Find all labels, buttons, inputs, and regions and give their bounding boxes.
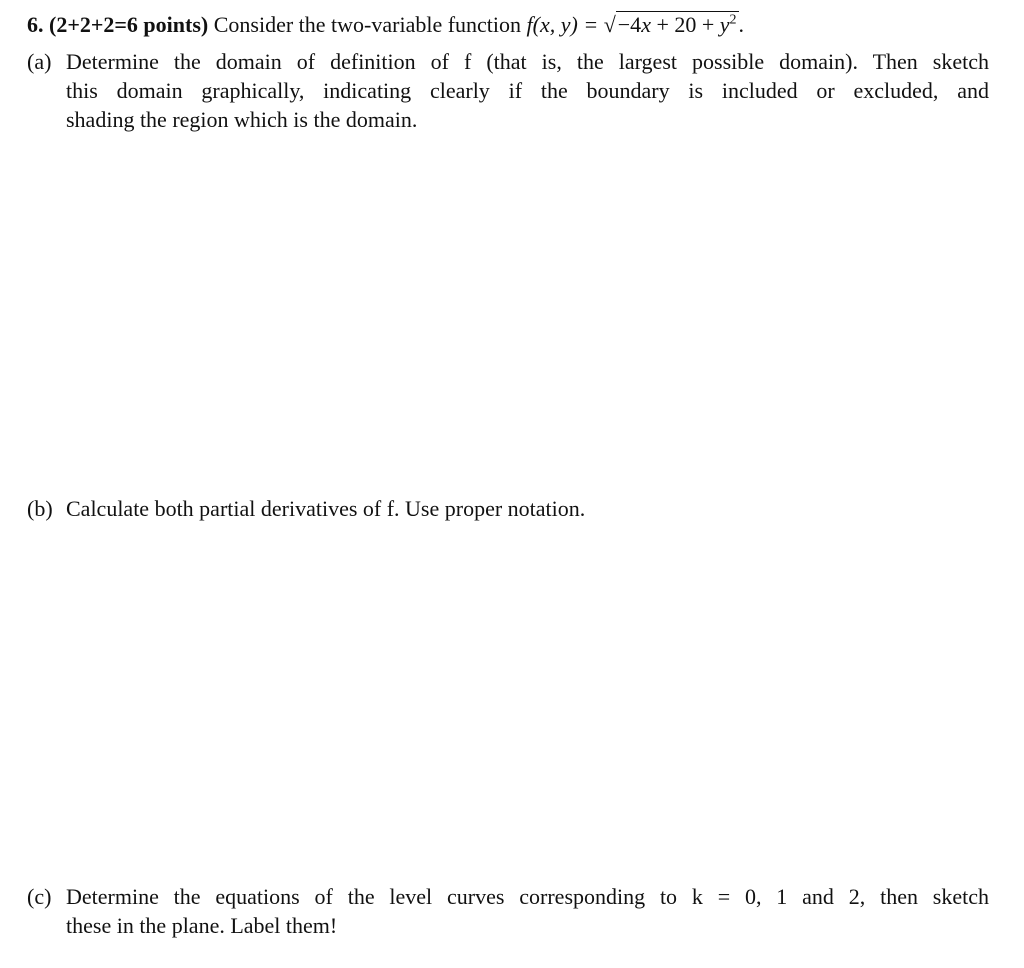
radicand-exponent: 2 <box>729 12 737 28</box>
radicand <box>616 11 739 37</box>
part-b-label: (b) <box>27 496 53 521</box>
problem-heading <box>27 10 744 39</box>
part-b-text <box>66 494 989 523</box>
radicand-constant: + 20 + <box>650 12 720 37</box>
part-a <box>27 47 989 137</box>
part-c-line-2: these in the plane. Label them! <box>66 913 338 938</box>
part-b <box>27 494 989 524</box>
part-a-label: (a) <box>27 49 52 74</box>
part-b-line-1: Calculate both partial derivatives of f. Use proper notation. <box>66 496 586 521</box>
square-root-expression <box>604 10 739 39</box>
part-c-label: (c) <box>27 884 52 909</box>
radicand-coefficient: −4 <box>617 12 642 37</box>
part-c-line-1: Determine the equations of the level curves corresponding to k = 0, 1 and 2, then sketch <box>66 884 989 909</box>
problem-intro: Consider the two-variable function <box>213 12 522 37</box>
sentence-end: . <box>738 12 745 37</box>
part-a-line-3: shading the region which is the domain. <box>66 107 418 132</box>
radicand-x: x <box>641 12 651 37</box>
part-c <box>27 882 989 942</box>
part-a-text <box>66 47 989 134</box>
radicand-y: y <box>719 12 730 37</box>
part-a-line-2: this domain graphically, indicating clearly if the boundary is included or excluded, and <box>66 78 989 103</box>
part-c-text <box>66 882 989 940</box>
problem-points: (2+2+2=6 points) <box>49 12 209 37</box>
part-a-line-1: Determine the domain of definition of f (that is, the largest possible domain). Then sketch <box>66 49 989 74</box>
function-lhs: f(x, y) = <box>526 12 599 37</box>
radical-sign: √ <box>603 12 616 37</box>
problem-number: 6. <box>27 12 44 37</box>
